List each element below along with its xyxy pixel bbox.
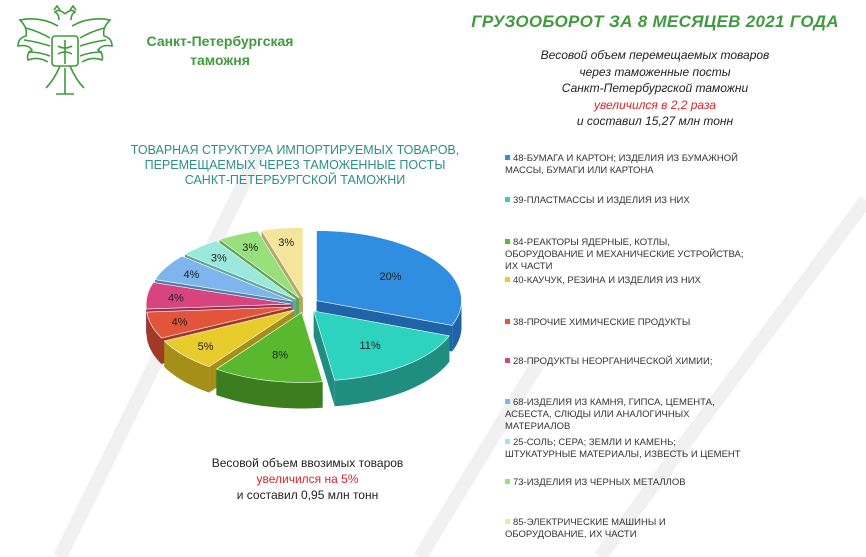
pie-label-3: 8%: [272, 349, 289, 362]
legend-item: [505, 275, 745, 287]
legend-item: [505, 356, 745, 368]
legend-swatch: [505, 239, 510, 244]
legend-item: [505, 195, 745, 207]
pie-label-10: 3%: [278, 237, 295, 249]
legend-item: [505, 397, 745, 433]
legend-label: 40-КАУЧУК, РЕЗИНА И ИЗДЕЛИЯ ИЗ НИХ: [513, 275, 701, 286]
pie-label-2: 11%: [359, 339, 381, 352]
legend-label: 39-ПЛАСТМАССЫ И ИЗДЕЛИЯ ИЗ НИХ: [513, 195, 690, 206]
pie-chart: [120, 215, 490, 455]
legend-swatch: [505, 197, 510, 202]
summary-line5: и составил 15,27 млн тонн: [576, 114, 734, 128]
chart-title-line3: САНКТ-ПЕТЕРБУРГСКОЙ ТАМОЖНИ: [184, 173, 406, 187]
pie-label-9: 3%: [242, 242, 259, 255]
legend-swatch: [505, 399, 510, 404]
legend-label: 25-СОЛЬ; СЕРА; ЗЕМЛИ И КАМЕНЬ; ШТУКАТУРНЫЕ МАТЕРИАЛЫ, ИЗВЕСТЬ И ЦЕМЕНТ: [505, 437, 741, 460]
legend-label: 73-ИЗДЕЛИЯ ИЗ ЧЕРНЫХ МЕТАЛЛОВ: [513, 477, 686, 488]
org-name-line1: Санкт-Петербургская: [146, 33, 294, 49]
import-note: [190, 455, 425, 503]
eagle-emblem-logo: [14, 4, 116, 100]
pie-label-4: 5%: [197, 341, 214, 354]
legend-swatch: [505, 519, 510, 524]
chart-title-line1: ТОВАРНАЯ СТРУКТУРА ИМПОРТИРУЕМЫХ ТОВАРОВ,: [130, 143, 460, 157]
legend-item: [505, 477, 745, 489]
organization-name: [130, 32, 310, 70]
legend-swatch: [505, 277, 510, 282]
pie-label-5: 4%: [171, 316, 188, 329]
pie-label-8: 3%: [210, 252, 227, 265]
legend-swatch: [505, 439, 510, 444]
legend-swatch: [505, 155, 510, 160]
chart-title: [120, 143, 470, 188]
legend-swatch: [505, 358, 510, 363]
legend-label: 48-БУМАГА И КАРТОН; ИЗДЕЛИЯ ИЗ БУМАЖНОЙ МАССЫ, БУМАГИ ИЛИ КАРТОНА: [505, 153, 738, 176]
summary-line2: через таможенные посты: [579, 64, 731, 79]
legend-item: [505, 437, 745, 461]
legend-label: 68-ИЗДЕЛИЯ ИЗ КАМНЯ, ГИПСА, ЦЕМЕНТА, АСБЕСТА, СЛЮДЫ ИЛИ АНАЛОГИЧНЫХ МАТЕРИАЛОВ: [505, 397, 715, 432]
pie-label-7: 4%: [183, 269, 200, 281]
legend-label: 38-ПРОЧИЕ ХИМИЧЕСКИЕ ПРОДУКТЫ: [513, 317, 691, 328]
page-headline: ГРУЗООБОРОТ ЗА 8 МЕСЯЦЕВ 2021 ГОДА: [471, 12, 839, 31]
legend-item: [505, 237, 745, 273]
legend-label: 85-ЭЛЕКТРИЧЕСКИЕ МАШИНЫ И ОБОРУДОВАНИЕ, ИХ ЧАСТИ: [505, 517, 666, 540]
summary-line1: Весовой объем перемещаемых товаров: [540, 48, 770, 62]
pie-label-1: 20%: [379, 271, 402, 283]
pie-label-6: 4%: [167, 292, 184, 305]
legend-swatch: [505, 479, 510, 484]
summary-line3: Санкт-Петербургской таможни: [561, 81, 749, 95]
import-note-line3: и составил 0,95 млн тонн: [236, 488, 379, 502]
legend-item: [505, 517, 745, 541]
import-note-highlight: увеличился на 5%: [256, 472, 359, 486]
org-name-line2: таможня: [190, 52, 250, 68]
legend-item: [505, 153, 745, 177]
legend-label: 28-ПРОДУКТЫ НЕОРГАНИЧЕСКОЙ ХИМИИ;: [513, 356, 713, 367]
legend-label: 84-РЕАКТОРЫ ЯДЕРНЫЕ, КОТЛЫ, ОБОРУДОВАНИЕ И МЕХАНИЧЕСКИЕ УСТРОЙСТВА; ИХ ЧАСТИ: [505, 237, 744, 272]
summary-block: [510, 47, 800, 130]
legend-item: [505, 317, 745, 329]
legend-swatch: [505, 319, 510, 324]
chart-title-line2: ПЕРЕМЕЩАЕМЫХ ЧЕРЕЗ ТАМОЖЕННЫЕ ПОСТЫ: [144, 158, 446, 172]
summary-highlight: увеличился в 2,2 раза: [594, 97, 716, 112]
import-note-line1: Весовой объем ввозимых товаров: [211, 456, 404, 470]
